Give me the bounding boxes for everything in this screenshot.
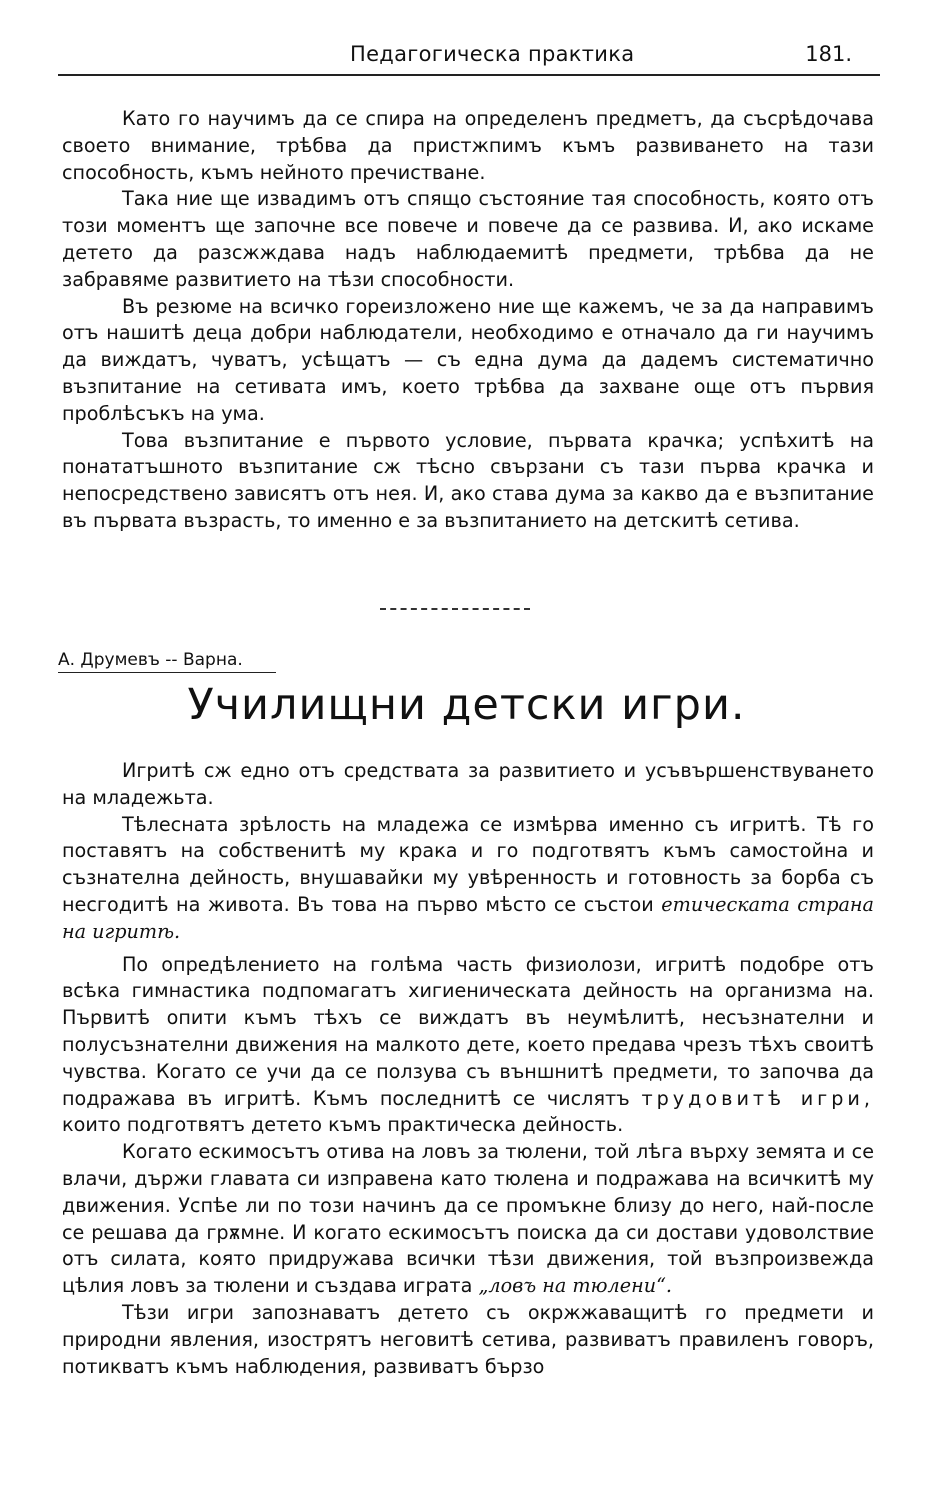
paragraph-text: Когато ескимосътъ отива на ловъ за тюлени, той лѣга върху земята и се влачи, държи главата си изправена като тюлена и подражава на всичкитѣ му движения. Успѣе ли по този начинъ да се промъкне близу до него, най-после се решава да грѫмне. И когато ескимосътъ поиска да си достави удоволствие отъ силата, която придружава всички тѣзи движения, той възпроизвежда цѣлия ловъ за тюлени и създава играта [62, 1140, 874, 1298]
spaced-emphasis: трудовитѣ игри, [641, 1086, 874, 1110]
page-number: 181. [805, 42, 852, 66]
paragraph-text: които подготвятъ детето къмъ практическа дейность. [62, 1113, 624, 1137]
paragraph: Това възпитание е първото условие, първата крачка; успѣхитѣ на понататъшното възпитание сж тѣсно свързани съ тази първа крачка и непосредствено зависятъ отъ нея. И, ако става дума за какво да е възпитание въ първата възрасть, то именно е за възпитанието на детскитѣ сетива. [62, 428, 874, 532]
running-header [58, 40, 880, 76]
paragraph: Въ резюме на всичко гореизложено ние ще кажемъ, че за да направимъ отъ нашитѣ деца добри наблюдатели, необходимо е отначало да ги научимъ да виждатъ, чуватъ, усѣщатъ — съ една дума да дадемъ систематично възпитание на сетивата имъ, което трѣбва да захване още отъ първия проблѣсъкъ на ума. [62, 294, 874, 425]
paragraph [62, 812, 874, 946]
paragraph: Като го научимъ да се спира на определенъ предметъ, да съсрѣдочава своето внимание, трѣбва да пристжпимъ къмъ развиването на тази способность, къмъ нейното пречистване. [62, 107, 874, 184]
paragraph: Игритѣ сж едно отъ средствата за развитието и усъвършенствуването на младежьта. [62, 759, 874, 809]
paragraph-text: По опредѣлението на голѣма часть физиолози, игритѣ подобре отъ всѣка гимнастика подпомагатъ хигиеническата дейность на организма на. Първитѣ опити къмъ тѣхъ се виждатъ въ неумѣлитѣ, несъзнателни и полусъзнателни движения на малкото дете, което предава чрезъ тѣхъ своитѣ чувства. Когато се учи да се ползува съ външнитѣ предмети, то започва да подражава въ игритѣ. Къмъ последнитѣ се числятъ [62, 952, 874, 1110]
article-body [62, 758, 874, 1380]
paragraph: Така ние ще извадимъ отъ спящо състояние тая способность, която отъ този моментъ ще започне все повече и повече да се развива. И, ако искаме детето да разсжждава надъ наблюдаемитѣ предмети, трѣбва да не забравяме развитието на тѣзи способности. [62, 187, 874, 291]
article-title: Училищни детски игри. [187, 680, 746, 730]
paragraph: Тѣзи игри запознаватъ детето съ окржжаващитѣ го предмети и природни явления, изострятъ неговитѣ сетива, развиватъ правиленъ говоръ, потикватъ къмъ наблюдения, развиватъ бързо [62, 1300, 874, 1378]
italic-emphasis: етическата страна на игритѣ. [62, 892, 875, 943]
section-divider [380, 608, 530, 610]
author-byline: А. Друмевъ -- Варна. [58, 650, 276, 673]
running-title: Педагогическа практика [350, 42, 635, 66]
italic-emphasis: „ловъ на тюлени“. [478, 1274, 672, 1298]
paragraph [62, 1139, 874, 1300]
paragraph-text: Тѣлесната зрѣлость на младежа се измѣрва именно съ игритѣ. Тѣ го поставятъ на собственитѣ му крака и го подготвятъ къмъ самостойна и съзнателна дейность, внушавайки му увѣренность и готовность за борба съ несгодитѣ на живота. Въ това на първо мѣсто се състои [62, 812, 874, 916]
continued-text [62, 106, 874, 535]
paragraph [62, 952, 874, 1140]
